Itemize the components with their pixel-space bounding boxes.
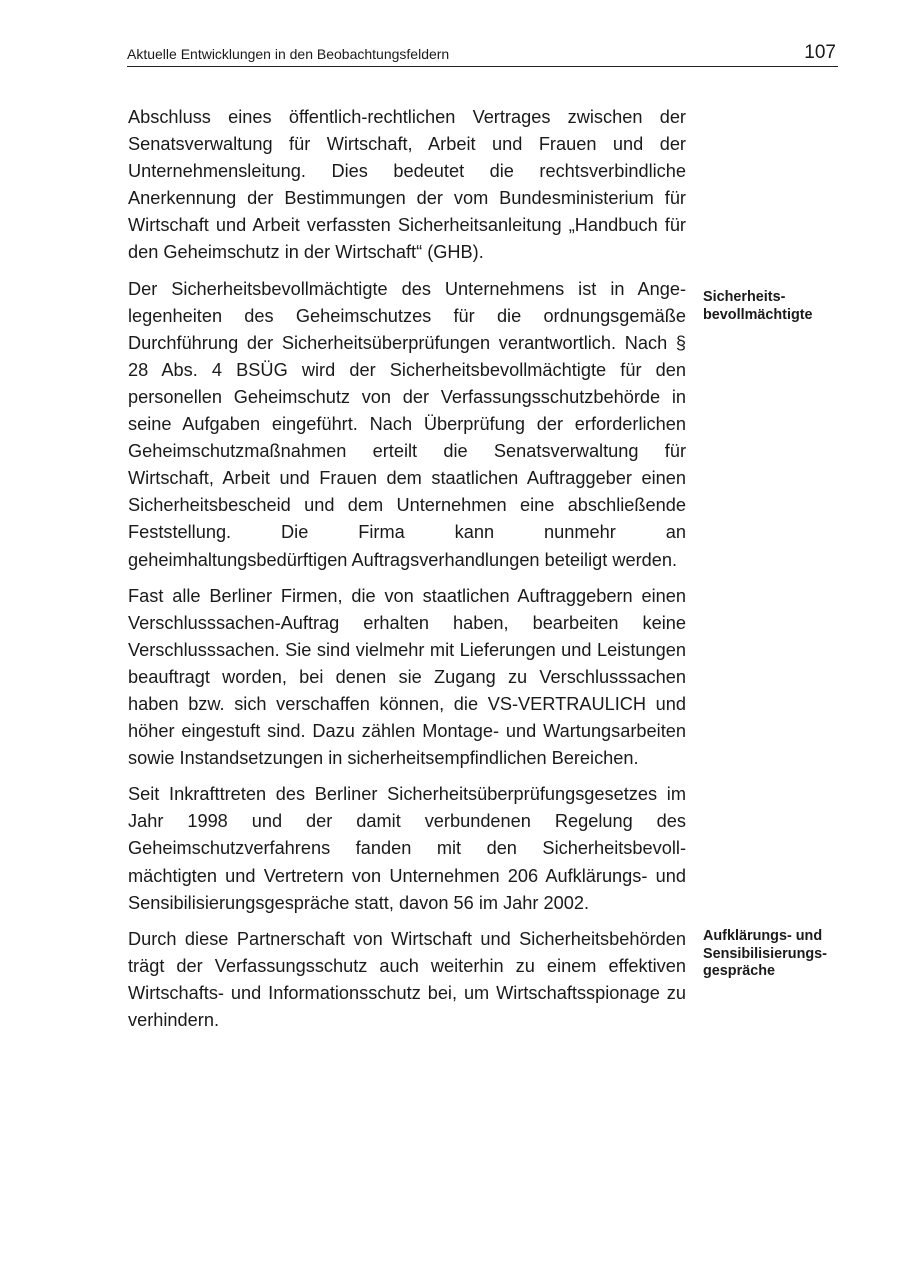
- margin-note-line: Sensibilisierungs-: [703, 945, 827, 962]
- header-title: Aktuelle Entwicklungen in den Beobachtungsfeldern: [127, 46, 450, 62]
- paragraph-1: Abschluss eines öffentlich-rechtlichen Vertrages zwischen der Senatsverwaltung für Wirtschaft, Arbeit und Frauen und der Unternehmensleitung. Dies bedeutet die rechtsverbindliche Anerkennung der Bestimmungen der vom Bundesministerium für Wirtschaft und Arbeit verfassten Sicherheitsanleitung „Handbuch für den Geheimschutz in der Wirtschaft“ (GHB).: [128, 107, 686, 263]
- body-text: [128, 104, 686, 1043]
- paragraph-4: Seit Inkrafttreten des Berliner Sicherheitsüberprüfungsgesetzes im Jahr 1998 und der damit verbundenen Regelung des Geheimschutzverfahrens fanden mit den Sicherheitsbevollmächtigten und Vertretern von Unternehmen 206 Aufklärungs- und Sensibilisierungsgespräche statt, davon 56 im Jahr 2002.: [128, 784, 686, 913]
- margin-note-aufklaerungsgespraeche: [703, 928, 863, 981]
- running-header: [127, 38, 838, 67]
- paragraph-2: Der Sicherheitsbevollmächtigte des Unternehmens ist in Angelegenheiten des Geheimschutzes für die ordnungsgemäße Durchführung der Sicherheitsüberprüfungen verantwortlich. Nach § 28 Abs. 4 BSÜG wird der Sicherheitsbevollmächtigte für den personellen Geheimschutz von der Verfassungsschutzbehörde in seine Aufgaben eingeführt. Nach Überprüfung der erforderlichen Geheimschutzmaßnahmen erteilt die Senatsverwaltung für Wirtschaft, Arbeit und Frauen dem staatlichen Auftraggeber einen Sicherheitsbescheid und dem Unternehmen eine abschließende Feststellung. Die Firma kann nunmehr an geheimhaltungsbedürftigen Auftragsverhandlungen beteiligt werden.: [128, 278, 686, 570]
- page-number: 107: [804, 42, 836, 63]
- margin-note-line: Sicherheits-: [703, 289, 786, 305]
- margin-note-sicherheitsbevollmaechtigte: [703, 289, 863, 324]
- paragraph-3: Fast alle Berliner Firmen, die von staatlichen Auftraggebern einen Verschlusssachen-Auftrag erhalten haben, bearbeiten keine Verschlusssachen. Sie sind vielmehr mit Lieferungen und Leistungen beauftragt worden, bei denen sie Zugang zu Verschlusssachen haben bzw. sich verschaffen können, die VS-VERTRAULICH und höher eingestuft sind. Dazu zählen Montage- und Wartungsarbeiten sowie Instandsetzungen in sicherheitsempfindlichen Bereichen.: [128, 585, 686, 769]
- margin-note-line: Aufklärungs- und: [703, 928, 823, 944]
- paragraph-5: Durch diese Partnerschaft von Wirtschaft und Sicherheitsbehörden trägt der Verfassungsschutz auch weiterhin zu einem effektiven Wirtschafts- und Informationsschutz bei, um Wirtschaftsspionage zu verhindern.: [128, 928, 686, 1030]
- margin-note-line: gespräche: [703, 963, 775, 979]
- margin-note-line: bevollmächtigte: [703, 306, 813, 323]
